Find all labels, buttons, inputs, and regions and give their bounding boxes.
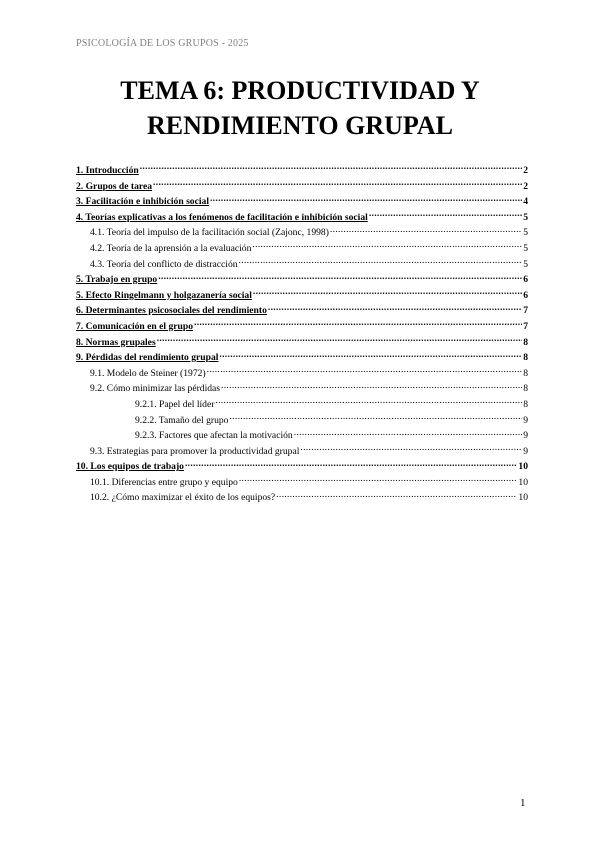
toc-entry[interactable]: [76, 350, 528, 366]
toc-dot-leader: [276, 490, 517, 500]
toc-entry[interactable]: [76, 163, 528, 179]
toc-entry-page-number[interactable]: 7: [523, 320, 528, 332]
toc-dot-leader: [330, 225, 522, 235]
toc-entry[interactable]: [76, 288, 528, 304]
toc-entry-label[interactable]: 9.2.1. Papel del líder: [135, 398, 215, 410]
toc-entry-label[interactable]: 3. Facilitación e inhibición social: [76, 196, 209, 208]
toc-entry-page-number[interactable]: 8: [523, 367, 528, 379]
toc-entry[interactable]: [76, 335, 528, 351]
toc-entry-page-number[interactable]: 5: [523, 242, 528, 254]
toc-entry-page-number[interactable]: 8: [523, 336, 528, 348]
toc-dot-leader: [185, 459, 517, 469]
toc-entry-label[interactable]: 4.2. Teoría de la aprensión a la evaluación: [90, 242, 252, 254]
toc-entry[interactable]: [76, 413, 528, 429]
toc-dot-leader: [239, 257, 523, 267]
toc-dot-leader: [215, 397, 522, 407]
toc-entry-label[interactable]: 8. Normas grupales: [76, 336, 156, 348]
title-line-1: TEMA 6: PRODUCTIVIDAD Y: [120, 76, 480, 105]
toc-entry-page-number[interactable]: 10: [518, 492, 528, 504]
toc-entry-page-number[interactable]: 9: [523, 430, 528, 442]
toc-entry-label[interactable]: 5. Trabajo en grupo: [76, 274, 158, 286]
toc-dot-leader: [153, 179, 522, 189]
toc-dot-leader: [253, 288, 522, 298]
toc-entry-label[interactable]: 4.3. Teoría del conflicto de distracción: [90, 258, 238, 270]
toc-entry-label[interactable]: 9.2.3. Factores que afectan la motivación: [135, 430, 293, 442]
toc-entry-page-number[interactable]: 2: [523, 165, 528, 176]
toc-dot-leader: [157, 335, 523, 345]
toc-entry-page-number[interactable]: 9: [523, 414, 528, 426]
toc-dot-leader: [252, 241, 522, 251]
toc-entry-label[interactable]: 4. Teorías explicativas a los fenómenos de facilitación e inhibición social: [76, 211, 368, 223]
toc-entry[interactable]: [76, 381, 528, 397]
toc-entry-label[interactable]: 2. Grupos de tarea: [76, 180, 153, 192]
toc-entry-page-number[interactable]: 8: [523, 398, 528, 410]
toc-entry-label[interactable]: 9.1. Modelo de Steiner (1972): [90, 367, 206, 379]
toc-dot-leader: [207, 366, 523, 376]
toc-dot-leader: [229, 413, 522, 423]
toc-entry-page-number[interactable]: 5: [523, 227, 528, 239]
toc-entry[interactable]: [76, 179, 528, 195]
toc-entry-label[interactable]: 4.1. Teoría del impulso de la facilitación social (Zajonc, 1998): [90, 227, 329, 239]
toc-dot-leader: [221, 381, 522, 391]
toc-entry[interactable]: [76, 475, 528, 491]
page-number: 1: [520, 797, 526, 809]
toc-entry-page-number[interactable]: 10: [518, 461, 528, 473]
toc-entry-label[interactable]: 7. Comunicación en el grupo: [76, 320, 193, 332]
toc-entry[interactable]: [76, 490, 528, 506]
toc-entry[interactable]: [76, 272, 528, 288]
title-line-2: RENDIMIENTO GRUPAL: [146, 111, 453, 140]
toc-dot-leader: [219, 350, 522, 360]
toc-entry-label[interactable]: 9.2.2. Tamaño del grupo: [135, 414, 229, 426]
toc-entry[interactable]: [76, 225, 528, 241]
toc-dot-leader: [239, 475, 518, 485]
toc-entry-page-number[interactable]: 4: [523, 196, 528, 208]
toc-entry-page-number[interactable]: 8: [523, 383, 528, 395]
toc-entry-label[interactable]: 10.1. Diferencias entre grupo y equipo: [90, 476, 238, 488]
toc-entry-page-number[interactable]: 6: [523, 274, 528, 286]
running-header: PSICOLOGÍA DE LOS GRUPOS - 2025: [76, 38, 249, 49]
toc-entry[interactable]: [76, 194, 528, 210]
toc-entry-label[interactable]: 9.2. Cómo minimizar las pérdidas: [90, 383, 221, 395]
toc-entry-label[interactable]: 9. Pérdidas del rendimiento grupal: [76, 352, 219, 364]
toc-entry-label[interactable]: 10. Los equipos de trabajo: [76, 461, 184, 473]
toc-dot-leader: [268, 303, 522, 313]
toc-dot-leader: [140, 163, 522, 173]
toc-entry-page-number[interactable]: 2: [523, 180, 528, 192]
toc-entry-page-number[interactable]: 6: [523, 289, 528, 301]
toc-entry-page-number[interactable]: 5: [523, 258, 528, 270]
toc-entry-label[interactable]: 5. Efecto Ringelmann y holgazanería social: [76, 289, 252, 301]
toc-dot-leader: [300, 444, 522, 454]
toc-entry-page-number[interactable]: 5: [523, 211, 528, 223]
toc-entry-page-number[interactable]: 8: [523, 352, 528, 364]
document-title: [0, 73, 600, 143]
toc-entry-page-number[interactable]: 7: [523, 305, 528, 317]
toc-dot-leader: [294, 428, 522, 438]
toc-entry[interactable]: [76, 210, 528, 226]
toc-dot-leader: [369, 210, 522, 220]
toc-entry[interactable]: [76, 319, 528, 335]
toc-dot-leader: [158, 272, 522, 282]
toc-entry[interactable]: [76, 257, 528, 273]
toc-entry-page-number[interactable]: 10: [518, 476, 528, 488]
table-of-contents: [76, 163, 528, 506]
toc-entry[interactable]: [76, 444, 528, 460]
toc-entry[interactable]: [76, 428, 528, 444]
toc-entry-label[interactable]: 9.3. Estrategias para promover la productividad grupal: [90, 445, 300, 457]
toc-entry[interactable]: [76, 459, 528, 475]
toc-entry-label[interactable]: 1. Introducción: [76, 165, 139, 176]
toc-entry-label[interactable]: 10.2. ¿Cómo maximizar el éxito de los equipos?: [90, 492, 276, 504]
toc-entry[interactable]: [76, 366, 528, 382]
toc-dot-leader: [210, 194, 522, 204]
toc-entry-page-number[interactable]: 9: [523, 445, 528, 457]
toc-entry-label[interactable]: 6. Determinantes psicosociales del rendimiento: [76, 305, 267, 317]
toc-entry[interactable]: [76, 241, 528, 257]
toc-dot-leader: [194, 319, 522, 329]
toc-entry[interactable]: [76, 303, 528, 319]
toc-entry[interactable]: [76, 397, 528, 413]
